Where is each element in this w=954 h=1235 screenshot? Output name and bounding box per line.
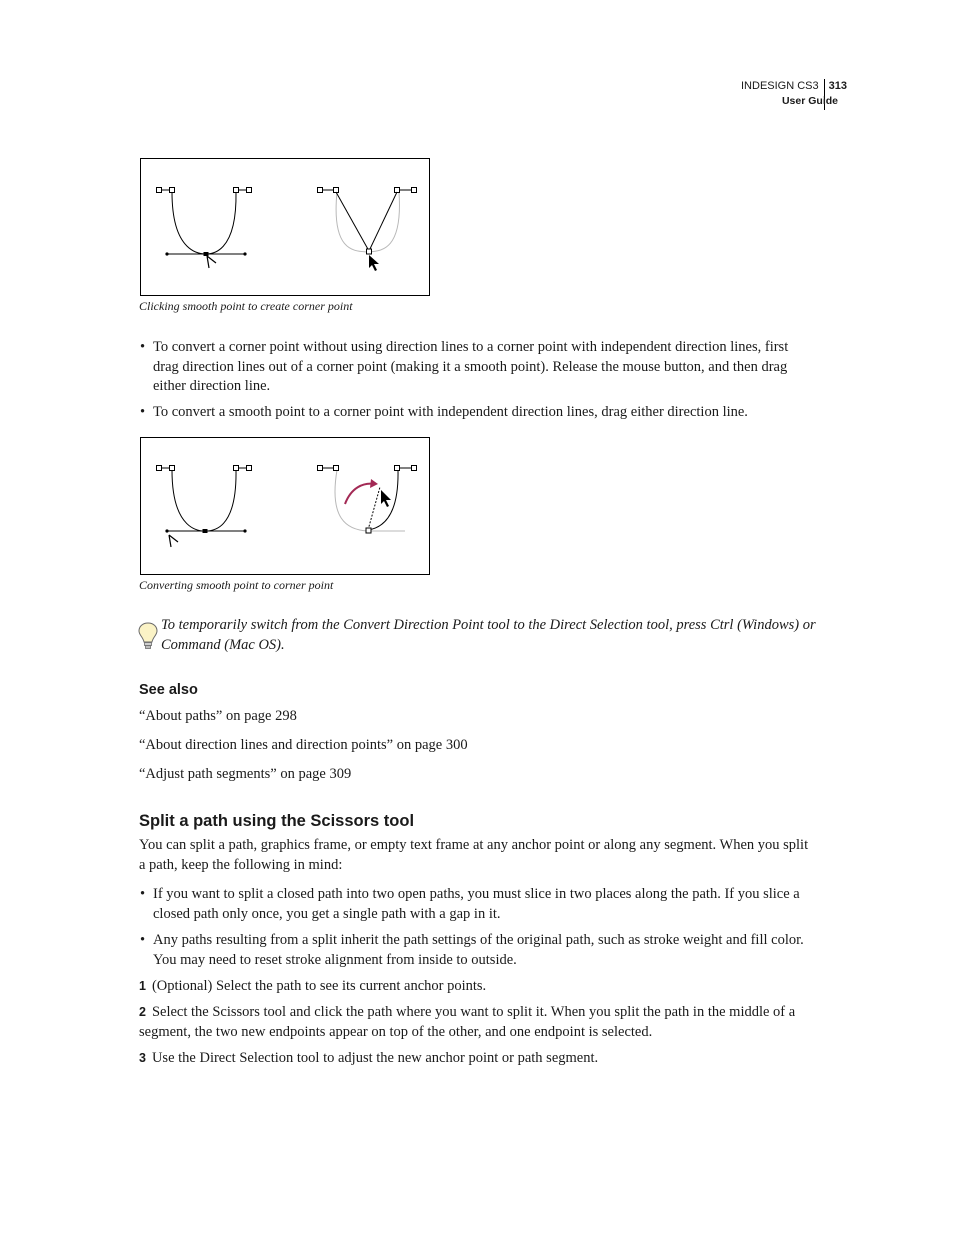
step-text: Use the Direct Selection tool to adjust the new anchor point or path segment. bbox=[151, 1050, 599, 1066]
list-item bbox=[139, 403, 815, 423]
running-header bbox=[741, 79, 847, 109]
bullet-text: To convert a corner point without using direction lines to a corner point with independent direction lines, first drag direction lines out of a corner point (making it a smooth point). Release the mouse button, and then drag either direction line. bbox=[153, 339, 789, 394]
lightbulb-icon bbox=[138, 621, 158, 651]
tip-text: To temporarily switch from the Convert Direction Point tool to the Direct Selection tool, press Ctrl (Windows) or Command (Mac OS). bbox=[161, 617, 816, 653]
see-also-link-about-paths[interactable]: “About paths” on page 298 bbox=[139, 708, 297, 724]
bullet-text: Any paths resulting from a split inherit the path settings of the original path, such as stroke weight and fill color. You may need to reset stroke alignment from inside to outside. bbox=[153, 932, 804, 968]
step-number: 1 bbox=[139, 979, 146, 993]
guide-name: User Guide bbox=[781, 95, 838, 107]
figure-smooth-to-corner-click bbox=[140, 158, 430, 296]
bullet-marker: • bbox=[140, 404, 146, 420]
figure-2-caption: Converting smooth point to corner point bbox=[139, 578, 334, 592]
bullet-marker: • bbox=[140, 886, 146, 902]
product-name: INDESIGN CS3 bbox=[741, 80, 819, 92]
step-item bbox=[139, 1003, 815, 1042]
see-also-link-direction-lines[interactable]: “About direction lines and direction points” on page 300 bbox=[139, 737, 468, 753]
see-also-link-adjust-path[interactable]: “Adjust path segments” on page 309 bbox=[139, 766, 352, 782]
step-item bbox=[139, 1049, 815, 1069]
figure-1-illustration bbox=[141, 159, 429, 295]
bullet-text: If you want to split a closed path into two open paths, you must slice in two places along the path. If you slice a closed path only once, you get a single path with a gap in it. bbox=[153, 886, 800, 922]
section-heading: Split a path using the Scissors tool bbox=[139, 812, 415, 830]
figure-1-caption: Clicking smooth point to create corner point bbox=[139, 299, 353, 313]
list-item bbox=[139, 931, 815, 970]
bullet-marker: • bbox=[140, 932, 146, 948]
bullet-marker: • bbox=[140, 339, 146, 355]
list-item bbox=[139, 885, 815, 924]
bullet-text: To convert a smooth point to a corner point with independent direction lines, drag either direction line. bbox=[153, 404, 748, 420]
header-row bbox=[741, 79, 847, 94]
section-intro: You can split a path, graphics frame, or empty text frame at any anchor point or along any segment. When you split a path, keep the following in mind: bbox=[139, 837, 809, 873]
see-also-heading: See also bbox=[139, 682, 198, 698]
step-text: Select the Scissors tool and click the path where you want to split it. When you split the path in the middle of a segment, the two new endpoints appear on top of the other, and one endpoint is selected. bbox=[139, 1004, 796, 1040]
step-number: 2 bbox=[139, 1005, 146, 1019]
list-item bbox=[139, 338, 815, 397]
page-number: 313 bbox=[824, 79, 847, 110]
step-number: 3 bbox=[139, 1051, 146, 1065]
step-text: (Optional) Select the path to see its current anchor points. bbox=[151, 978, 487, 994]
figure-2-illustration bbox=[141, 438, 429, 574]
figure-converting-smooth-point bbox=[140, 437, 430, 575]
step-item bbox=[139, 977, 815, 997]
